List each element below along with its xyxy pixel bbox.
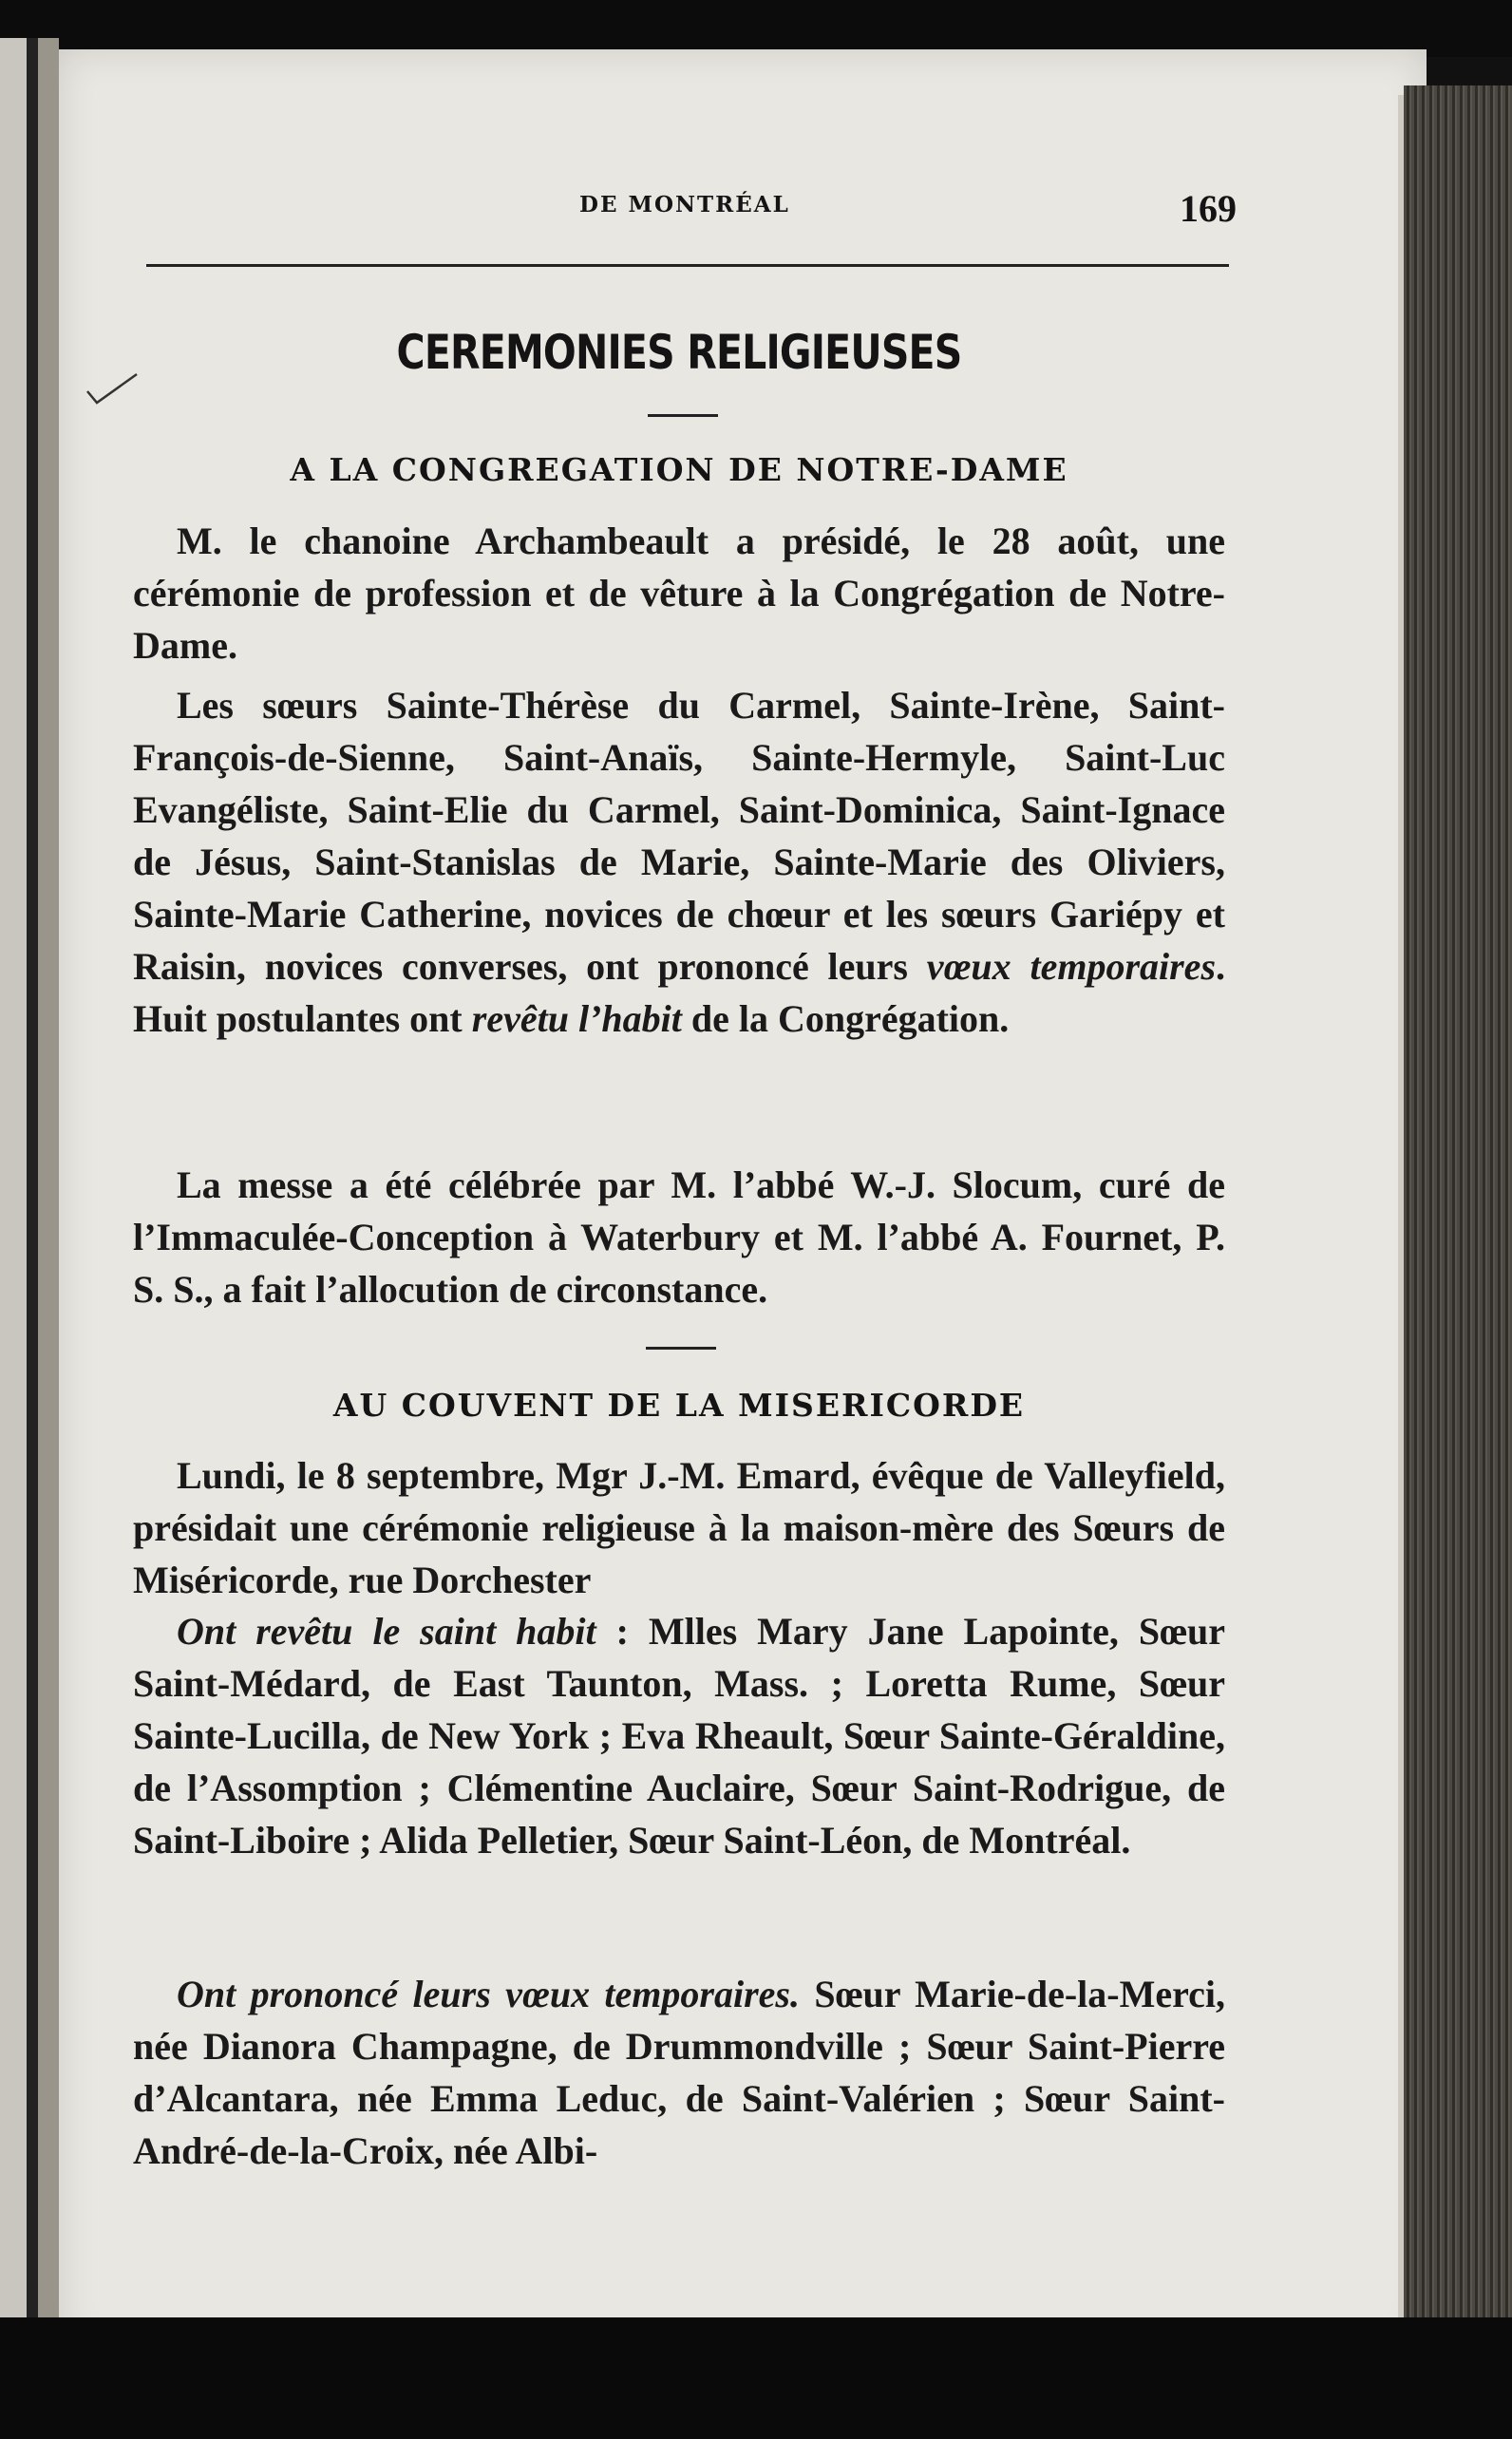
book-page-stack xyxy=(1404,85,1512,2346)
section1-p2-italic-2: revêtu l’habit xyxy=(471,997,682,1040)
section1-p2-italic-1: vœux temporaires xyxy=(926,945,1217,988)
section2-p3-text: Sœur Marie-de-la-Merci, née Dianora Champagne, de Drummondville ; Sœur Saint-Pierre d’Alcantara, née Emma Leduc, de Saint-Valérien ; Sœur Saint-André-de-la-Croix, née Albi- xyxy=(133,1973,1225,2172)
section2-paragraph-1 xyxy=(133,1449,1225,1606)
header-rule xyxy=(146,264,1229,267)
scan-border-top xyxy=(0,0,1512,57)
running-head-title: DE MONTRÉAL xyxy=(579,192,790,217)
main-title: CEREMONIES RELIGIEUSES xyxy=(396,325,962,380)
title-rule xyxy=(648,414,718,417)
section1-p2-text-b: . Huit postulantes ont xyxy=(133,945,1226,1040)
margin-check-mark xyxy=(84,370,141,408)
section1-paragraph-2 xyxy=(133,679,1225,1045)
section2-p1-text: Lundi, le 8 septembre, Mgr J.-M. Emard, évêque de Valleyfield, présidait une cérémonie religieuse à la maison-mère des Sœurs de Miséricorde, rue Dorchester xyxy=(133,1454,1225,1601)
section1-paragraph-3 xyxy=(133,1159,1225,1315)
section2-paragraph-3 xyxy=(133,1968,1225,2177)
scan-border-bottom xyxy=(0,2317,1512,2439)
section2-p3-italic: Ont prononcé leurs vœux temporaires. xyxy=(177,1973,800,2015)
page-number: 169 xyxy=(1180,187,1237,230)
section1-p2-text-c: de la Congrégation. xyxy=(681,997,1010,1040)
section2-p2-text: : Mlles Mary Jane Lapointe, Sœur Saint-Médard, de East Taunton, Mass. ; Loretta Rume, Sœur Sainte-Lucilla, de New York ; Eva Rheault, Sœur Sainte-Géraldine, de l’Assomption ; Clémentine Auclaire, Sœur Saint-Rodrigue, de Saint-Liboire ; Alida Pelletier, Sœur Saint-Léon, de Montréal. xyxy=(133,1610,1225,1862)
section1-paragraph-1 xyxy=(133,515,1225,671)
running-head xyxy=(133,142,1237,237)
section1-p2-text-a: Les sœurs Sainte-Thérèse du Carmel, Sainte-Irène, Saint-François-de-Sienne, Saint-Anaïs, Sainte-Hermyle, Saint-Luc Evangéliste, Saint-Elie du Carmel, Saint-Dominica, Saint-Ignace de Jésus, Saint-Stanislas de Marie, Sainte-Marie des Oliviers, Sainte-Marie Catherine, novices de chœur et les sœurs Gariépy et Raisin, novices converses, ont prononcé leurs xyxy=(133,684,1225,988)
section1-p3-text: La messe a été célébrée par M. l’abbé W.-J. Slocum, curé de l’Immaculée-Conception à Waterbury et M. l’abbé A. Fournet, P. S. S., a fait l’allocution de circonstance. xyxy=(133,1163,1225,1311)
section2-paragraph-2 xyxy=(133,1605,1225,1866)
page-content xyxy=(133,142,1237,2172)
section1-heading: A LA CONGREGATION DE NOTRE-DAME xyxy=(290,451,1068,488)
left-page-edge xyxy=(0,38,59,2355)
section-divider xyxy=(646,1347,716,1350)
section2-heading: AU COUVENT DE LA MISERICORDE xyxy=(332,1387,1026,1424)
section1-p1-text: M. le chanoine Archambeault a présidé, le 28 août, une cérémonie de profession et de vêture à la Congrégation de Notre-Dame. xyxy=(133,520,1225,667)
section2-p2-italic: Ont revêtu le saint habit xyxy=(177,1610,596,1653)
